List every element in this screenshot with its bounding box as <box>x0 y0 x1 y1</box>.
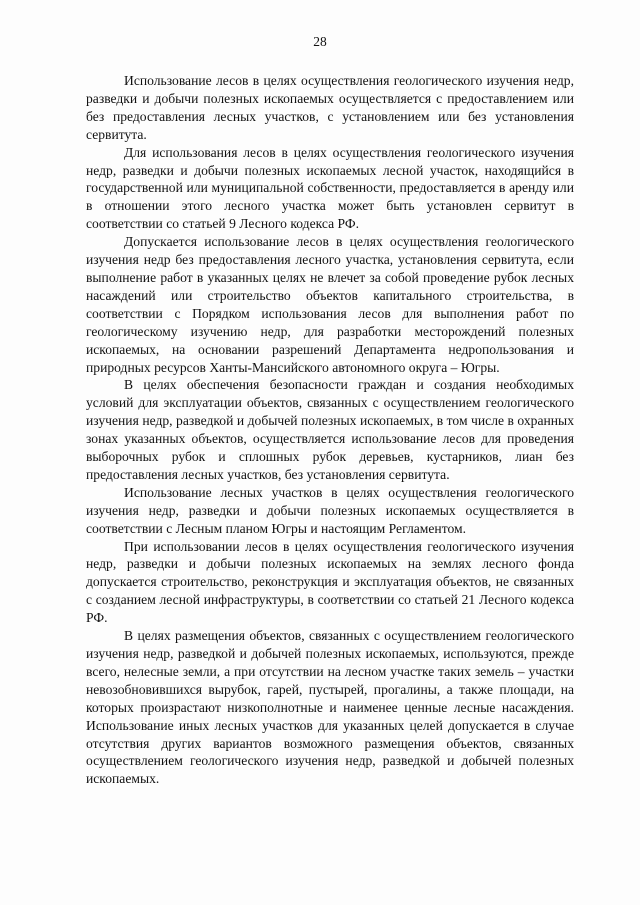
paragraph-forest-plan-compliance: Использование лесных участков в целях осуществления геологического изучения недр, разведки и добычи полезных ископаемых осуществляется в соответствии с Лесным планом Югры и настоящим Регламентом. <box>86 484 574 536</box>
paragraph-geology-use-conditions: Использование лесов в целях осуществления геологического изучения недр, разведки и добычи полезных ископаемых осуществляется с предоставлением или без предоставления лесных участков, с установлением или без установления сервитута. <box>86 73 574 142</box>
paragraph-use-without-lease: Допускается использование лесов в целях осуществления геологического изучения недр без предоставления лесного участка, установления сервитута, если выполнение работ в указанных целях не влечет за собой проведение рубок лесных насаждений или строительство объектов капитального строительства, в соответствии с Порядком использования лесов для выполнения работ по геологическому изучению недр, для разработки месторождений полезных ископаемых, на основании разрешений Департамента недропользования и природных ресурсов Ханты-Мансийского автономного округа – Югры. <box>86 234 574 375</box>
paragraph-object-placement: В целях размещения объектов, связанных с осуществлением геологического изучения недр, разведкой и добычей полезных ископаемых, используются, прежде всего, нелесные земли, а при отсутствии на лесном участке таких земель – участки невозобновившихся вырубок, гарей, пустырей, прогалины, а также площади, на которых произрастают низкополнотные и наименее ценные лесные насаждения. Использование иных лесных участков для указанных целей допускается в случае отсутствия других вариантов возможного размещения объектов, связанных осуществлением геологического изучения недр, разведкой и добычей полезных ископаемых. <box>86 628 574 787</box>
document-body <box>86 72 574 788</box>
page-number: 28 <box>313 34 327 49</box>
paragraph-construction-allowed: При использовании лесов в целях осуществления геологического изучения недр, разведки и добычи полезных ископаемых на землях лесного фонда допускается строительство, реконструкция и эксплуатация объектов, не связанных с созданием лесной инфраструктуры, в соответствии со статьей 21 Лесного кодекса РФ. <box>86 538 574 626</box>
paragraph-safety-cuttings: В целях обеспечения безопасности граждан и создания необходимых условий для эксплуатации объектов, связанных с осуществлением геологического изучения недр, разведкой и добычей полезных ископаемых, в том числе в охранных зонах указанных объектов, осуществляется использование лесов для проведения выборочных рубок и сплошных рубок деревьев, кустарников, лиан без предоставления лесных участков, без установления сервитута. <box>86 377 574 482</box>
paragraph-lease-or-servitude: Для использования лесов в целях осуществления геологического изучения недр, разведки и добычи полезных ископаемых лесной участок, находящийся в государственной или муниципальной собственности, предоставляется в аренду или в отношении этого лесного участка может быть установлен сервитут в соответствии со статьей 9 Лесного кодекса РФ. <box>86 144 574 232</box>
